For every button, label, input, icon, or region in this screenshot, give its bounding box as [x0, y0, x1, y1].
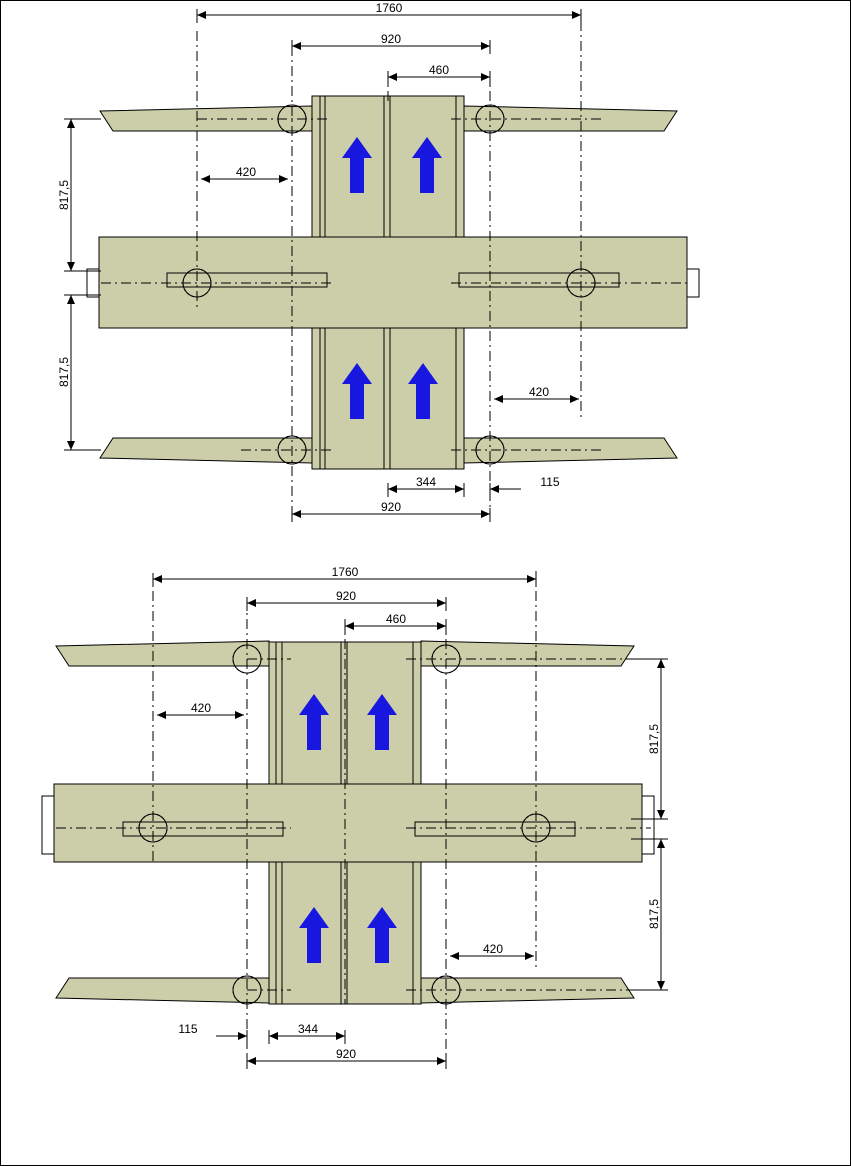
dimension-460-upper [388, 63, 490, 85]
dimension-label: 460 [428, 63, 450, 77]
dimension-label: 1760 [331, 565, 359, 579]
dimension-label: 420 [235, 165, 257, 179]
dimension-label: 420 [528, 385, 550, 399]
dimension-label: 420 [482, 942, 504, 956]
dimension-label: 817,5 [57, 356, 71, 388]
dimension-label: 420 [190, 701, 212, 715]
dimension-label: 920 [335, 589, 357, 603]
dimension-344-lower [269, 1022, 345, 1044]
horizontal-beam-upper [87, 237, 699, 328]
dimension-420-right-lower [450, 942, 534, 956]
dimension-label: 344 [415, 475, 437, 489]
dimension-920-bottom-upper [292, 500, 490, 522]
dimension-115-upper [490, 475, 560, 497]
dimension-label: 817,5 [647, 723, 661, 755]
dimension-label: 115 [540, 475, 560, 489]
upper-plan-view [57, 1, 699, 522]
dimension-label: 920 [380, 32, 402, 46]
dimension-1760-lower [153, 565, 536, 587]
dimension-460-lower [345, 612, 446, 634]
dimension-920-top-lower [247, 589, 446, 611]
dimension-920-top-upper [292, 32, 490, 54]
dimension-420-left-upper [201, 165, 288, 179]
dimension-label: 920 [380, 500, 402, 514]
dimension-344-upper [388, 475, 464, 497]
dimension-420-left-lower [157, 701, 244, 715]
lower-plan-view [42, 565, 668, 1069]
dimension-label: 817,5 [647, 898, 661, 930]
dimension-label: 920 [335, 1047, 357, 1061]
dimension-label: 115 [178, 1022, 198, 1036]
dimension-115-lower [178, 1022, 247, 1044]
dimension-label: 344 [297, 1022, 319, 1036]
dimension-920-bottom-lower [247, 1047, 446, 1069]
dimension-label: 1760 [375, 1, 403, 15]
dimension-1760-upper [197, 1, 581, 23]
drawing-canvas [1, 1, 850, 1165]
dimension-label: 817,5 [57, 179, 71, 211]
dimension-label: 460 [385, 612, 407, 626]
dimension-817-5-upper-bottom [57, 295, 101, 450]
dimension-817-5-upper-top [57, 119, 101, 271]
horizontal-beam-lower [42, 784, 654, 862]
dimension-420-right-upper [494, 385, 579, 399]
